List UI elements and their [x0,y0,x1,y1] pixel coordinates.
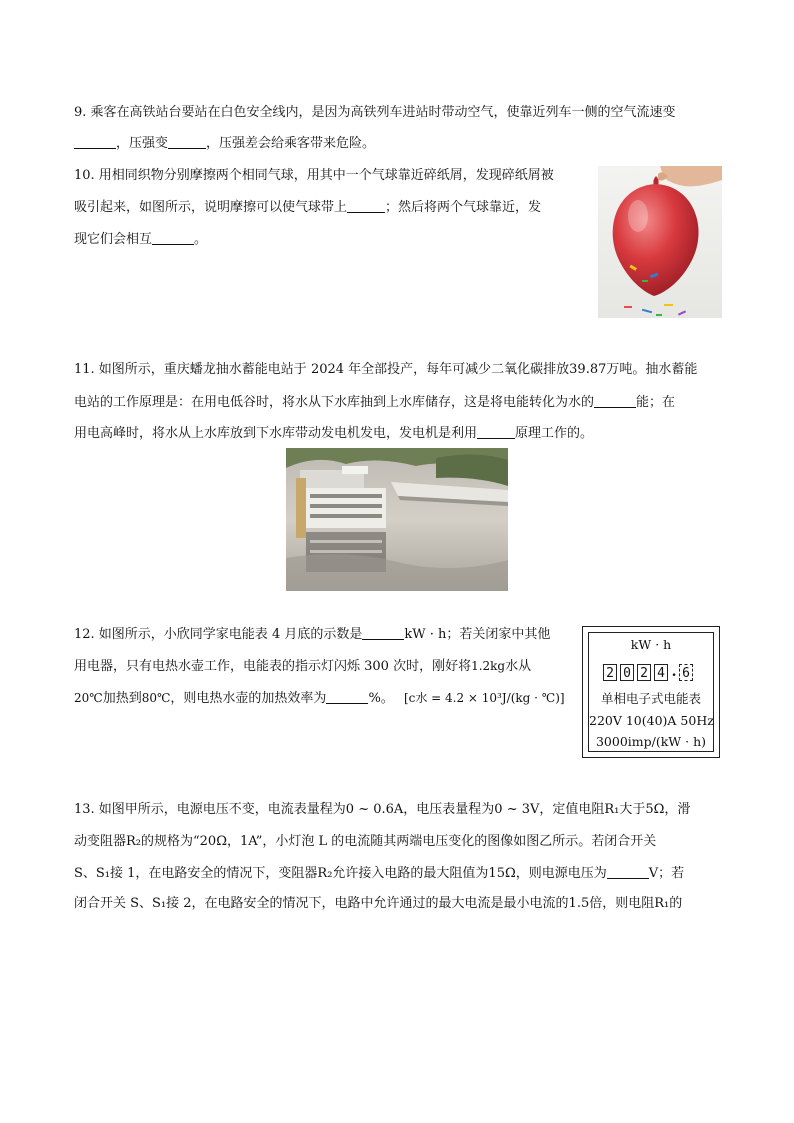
answer-blank[interactable] [326,689,368,704]
q12-line1 [74,625,550,644]
q13-text: V；若 [648,866,685,881]
electricity-meter-figure [582,626,720,758]
meter-digits [603,664,696,681]
answer-blank[interactable] [362,625,404,640]
q12-text: ，则电热水壶的加热效率为 [170,691,327,706]
q10-line3 [74,230,207,249]
q11-line3 [74,424,593,443]
meter-digit: 2 [603,664,617,681]
answer-blank[interactable] [607,864,649,879]
q9-text: ，压强变 [116,136,169,151]
q10-text: 。 [194,232,208,247]
q13-line3 [74,864,684,883]
power-station-photo [286,448,508,591]
q10-text: ；然后将两个气球靠近，发 [385,200,542,215]
meter-rating: 220V 10(40)A 50Hz [589,713,714,728]
q13-text: S、S₁接 1，在电路安全的情况下，变阻器R₂允许接入电路的最大阻值为15Ω，则电源电压为 [74,866,607,881]
q13-line4: 闭合开关 S、S₁接 2，在电路安全的情况下，电路中允许通过的最大电流是最小电流的1.5倍，则电阻R₁的 [74,896,683,911]
q12-text: 用电器，只有电热水壶工作，电能表的指示灯闪烁 300 次时，刚好将 [74,659,472,674]
q12-line3 [74,689,565,708]
q9-line1: 9. 乘客在高铁站台要站在白色安全线内，是因为高铁列车进站时带动空气，使靠近列车一侧的空气流速变 [74,105,676,120]
meter-digit: 0 [620,664,634,681]
q12-temp2: 80℃ [141,691,171,705]
answer-blank[interactable] [477,424,515,439]
answer-blank[interactable] [347,198,385,213]
answer-blank[interactable] [594,393,636,408]
q12-formula: [c水 = 4.2 × 10³J/(kg · ℃)] [403,691,565,705]
meter-digit: 2 [637,664,651,681]
q11-text: 用电高峰时，将水从上水库放到下水库带动发电机发电，发电机是利用 [74,426,478,441]
meter-frame [588,632,714,752]
q13-line1: 13. 如图甲所示，电源电压不变，电流表量程为0 ~ 0.6A，电压表量程为0 ~ 3V，定值电阻R₁大于5Ω，滑 [74,802,691,817]
balloon-photo [598,166,722,318]
meter-decimal-digit: 6 [679,664,693,681]
q11-text: 能；在 [636,395,676,410]
q12-text: 12. 如图所示，小欣同学家电能表 4 月底的示数是 [74,627,363,642]
q11-text: 原理工作的。 [515,426,594,441]
meter-constant: 3000imp/(kW · h) [595,734,707,749]
answer-blank[interactable] [152,230,194,245]
q12-text: 水从 [505,659,532,674]
q12-text: 加热到 [102,691,142,706]
answer-blank[interactable] [168,134,206,149]
meter-digit: 4 [654,664,668,681]
q12-text: %。 [368,691,394,706]
q9-line2 [74,134,375,153]
answer-blank[interactable] [74,134,116,149]
q12-line2 [74,657,531,676]
q10-line2 [74,198,541,217]
q9-text: ，压强差会给乘客带来危险。 [206,136,376,151]
meter-decimal-point: . [671,664,677,680]
q10-line1: 10. 用相同织物分别摩擦两个相同气球，用其中一个气球靠近碎纸屑，发现碎纸屑被 [74,168,554,183]
q11-text: 电站的工作原理是：在用电低谷时，将水从下水库抽到上水库储存，这是将电能转化为水的 [74,395,595,410]
q12-mass: 1.2kg [471,659,506,673]
q13-line2: 动变阻器R₂的规格为“20Ω，1A”，小灯泡 L 的电流随其两端电压变化的图像如图乙所示。若闭合开关 [74,834,657,849]
q10-text: 现它们会相互 [74,232,153,247]
q10-text: 吸引起来，如图所示，说明摩擦可以使气球带上 [74,200,348,215]
q12-text: kW · h；若关闭家中其他 [404,627,551,642]
q12-temp1: 20℃ [74,691,103,705]
q11-line1: 11. 如图所示，重庆蟠龙抽水蓄能电站于 2024 年全部投产，每年可减少二氧化碳排放39.87万吨。抽水蓄能 [74,362,698,377]
q11-line2 [74,393,675,412]
meter-name: 单相电子式电能表 [600,691,701,706]
meter-unit: kW · h [630,637,672,652]
